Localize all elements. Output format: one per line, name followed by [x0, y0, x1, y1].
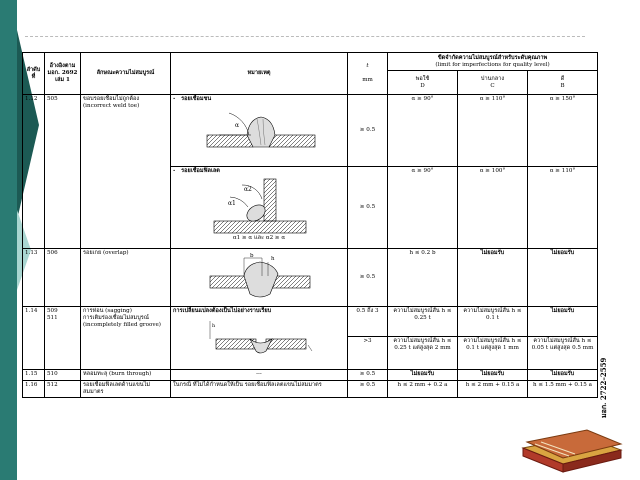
row-112-fillet-caption: α1 ≥ α และ α2 ≥ α: [232, 235, 286, 241]
row-114-ref1: 509: [47, 308, 58, 314]
row-112-t-butt: ≥ 0.5: [348, 95, 388, 167]
header-divider: [25, 36, 585, 37]
table-row: [23, 381, 598, 398]
table-row: [23, 307, 598, 337]
row-112-t-fillet: ≥ 0.5: [348, 167, 388, 249]
fillet-weld-figure: [204, 177, 314, 235]
header-t-unit: mm: [362, 77, 373, 83]
header-limit: [388, 53, 598, 71]
row-112-b-fillet: α ≥ 110°: [528, 167, 598, 249]
row-114-d1: ความไม่สมบูรณ์สั้น h ≤ 0.25 t: [388, 307, 458, 337]
row-112-d-butt: α ≥ 90°: [388, 95, 458, 167]
row-113-d: h ≤ 0.2 b: [388, 249, 458, 307]
row-115-t: ≥ 0.5: [348, 370, 388, 381]
table-row: [23, 95, 598, 167]
row-112-note-fillet: - รอยเชื่อมฟิลเลต α1 α2 α1 ≥ α และ α2 ≥ α: [171, 167, 348, 249]
header-note: หมายเหตุ: [171, 53, 348, 95]
svg-text:α: α: [235, 122, 240, 129]
overlap-figure: [204, 252, 314, 304]
row-114-ref: [45, 307, 81, 370]
header-t: t: [366, 63, 369, 69]
row-114-t1: 0.5 ถึง 3: [348, 307, 388, 337]
row-113-note: [171, 249, 348, 307]
row-116-note: ในกรณี ที่ไม่ได้กำหนดให้เป็น รอยเชื่อมฟิลเลตแขนไม่สมมาตร: [171, 381, 348, 398]
row-113-t: ≥ 0.5: [348, 249, 388, 307]
svg-text:α2: α2: [244, 186, 252, 193]
left-accent-bar: [0, 0, 17, 480]
level-b-label: ดี: [560, 75, 565, 82]
svg-text:h: h: [271, 256, 275, 262]
row-112-b-butt: α ≥ 150°: [528, 95, 598, 167]
row-112-desc: ขอบรอยเชื่อมไม่ถูกต้อง (incorrect weld toe): [81, 95, 171, 249]
row-112-note-fillet-label: รอยเชื่อมฟิลเลต: [181, 168, 220, 174]
book-icon: [517, 420, 627, 476]
table-row: [23, 370, 598, 381]
row-112-c-butt: α ≥ 110°: [458, 95, 528, 167]
row-113-no: 1.13: [23, 249, 45, 307]
row-112-d-fillet: α ≥ 90°: [388, 167, 458, 249]
row-114-b2: ความไม่สมบูรณ์สั้น h ≤ 0.05 t แต่สูงสุด 0.5 mm: [528, 337, 598, 370]
row-114-d2: ความไม่สมบูรณ์สั้น h ≤ 0.25 t แต่สูงสุด 2 mm: [388, 337, 458, 370]
row-115-ref: 510: [45, 370, 81, 381]
level-c-label: ปานกลาง: [480, 75, 505, 82]
row-113-ref: 506: [45, 249, 81, 307]
row-114-note: [171, 307, 348, 370]
header-characteristic: ลักษณะความไม่สมบูรณ์: [81, 53, 171, 95]
standard-side-label: มอก. 2722–2559: [599, 357, 608, 419]
row-116-no: 1.16: [23, 381, 45, 398]
svg-text:α1: α1: [228, 200, 236, 207]
row-116-b: h ≤ 1.5 mm + 0.15 a: [528, 381, 598, 398]
level-d-code: D: [420, 82, 425, 89]
header-thickness: [348, 53, 388, 95]
row-112-c-fillet: α ≥ 100°: [458, 167, 528, 249]
row-113-desc: รอยเกย (overlap): [81, 249, 171, 307]
sagging-figure: [204, 317, 314, 357]
butt-weld-figure: [199, 105, 319, 161]
row-113-c: ไม่ยอมรับ: [458, 249, 528, 307]
row-116-desc: รอยเชื่อมฟิลเลตด้านแขนไม่สมมาตร: [81, 381, 171, 398]
row-112-note-butt-label: รอยเชื่อมชน: [181, 96, 212, 102]
level-c: [458, 71, 528, 95]
level-b-code: B: [560, 82, 565, 89]
row-116-t: ≥ 0.5: [348, 381, 388, 398]
row-114-b1: ไม่ยอมรับ: [528, 307, 598, 337]
row-114-note-text: การเปลี่ยนแปลงต้องเป็นไปอย่างราบเรียบ: [173, 308, 272, 314]
row-115-desc: หลอมทะลุ (burn through): [81, 370, 171, 381]
row-114-desc: [81, 307, 171, 370]
level-d: [388, 71, 458, 95]
header-no: ลำดับที่: [23, 53, 45, 95]
level-b: [528, 71, 598, 95]
row-115-no: 1.15: [23, 370, 45, 381]
row-115-d: ไม่ยอมรับ: [388, 370, 458, 381]
level-c-code: C: [490, 82, 495, 89]
header-limit-th: ขีดจำกัดความไม่สมบูรณ์สำหรับระดับคุณภาพ: [437, 54, 548, 61]
svg-text:b: b: [250, 253, 254, 259]
row-116-d: h ≤ 2 mm + 0.2 a: [388, 381, 458, 398]
row-113-b: ไม่ยอมรับ: [528, 249, 598, 307]
row-114-c1: ความไม่สมบูรณ์สั้น h ≤ 0.1 t: [458, 307, 528, 337]
row-114-ref2: 511: [47, 315, 58, 321]
row-112-ref: 505: [45, 95, 81, 249]
table-row: [23, 249, 598, 307]
row-115-b: ไม่ยอมรับ: [528, 370, 598, 381]
row-114-desc2: การเติมร่องเชื่อมไม่สมบูรณ์ (incompletely filled groove): [83, 315, 161, 328]
row-114-t2: >3: [348, 337, 388, 370]
imperfection-table: [22, 52, 598, 398]
row-114-no: 1.14: [23, 307, 45, 370]
row-116-ref: 512: [45, 381, 81, 398]
header-ref: อ้างอิงตาม มอก. 2692 เล่ม 1: [45, 53, 81, 95]
level-d-label: พอใช้: [415, 75, 430, 82]
row-115-note: ---: [171, 370, 348, 381]
row-114-desc1: การห่อน (sagging): [83, 308, 132, 314]
row-112-no: 1.12: [23, 95, 45, 249]
row-112-note-butt: - รอยเชื่อมชน α: [171, 95, 348, 167]
svg-text:h: h: [212, 323, 216, 329]
row-114-c2: ความไม่สมบูรณ์สั้น h ≤ 0.1 t แต่สูงสุด 1 mm: [458, 337, 528, 370]
row-116-c: h ≤ 2 mm + 0.15 a: [458, 381, 528, 398]
row-115-c: ไม่ยอมรับ: [458, 370, 528, 381]
header-limit-en: (limit for imperfections for quality level): [435, 61, 550, 68]
document-page: [22, 52, 597, 424]
